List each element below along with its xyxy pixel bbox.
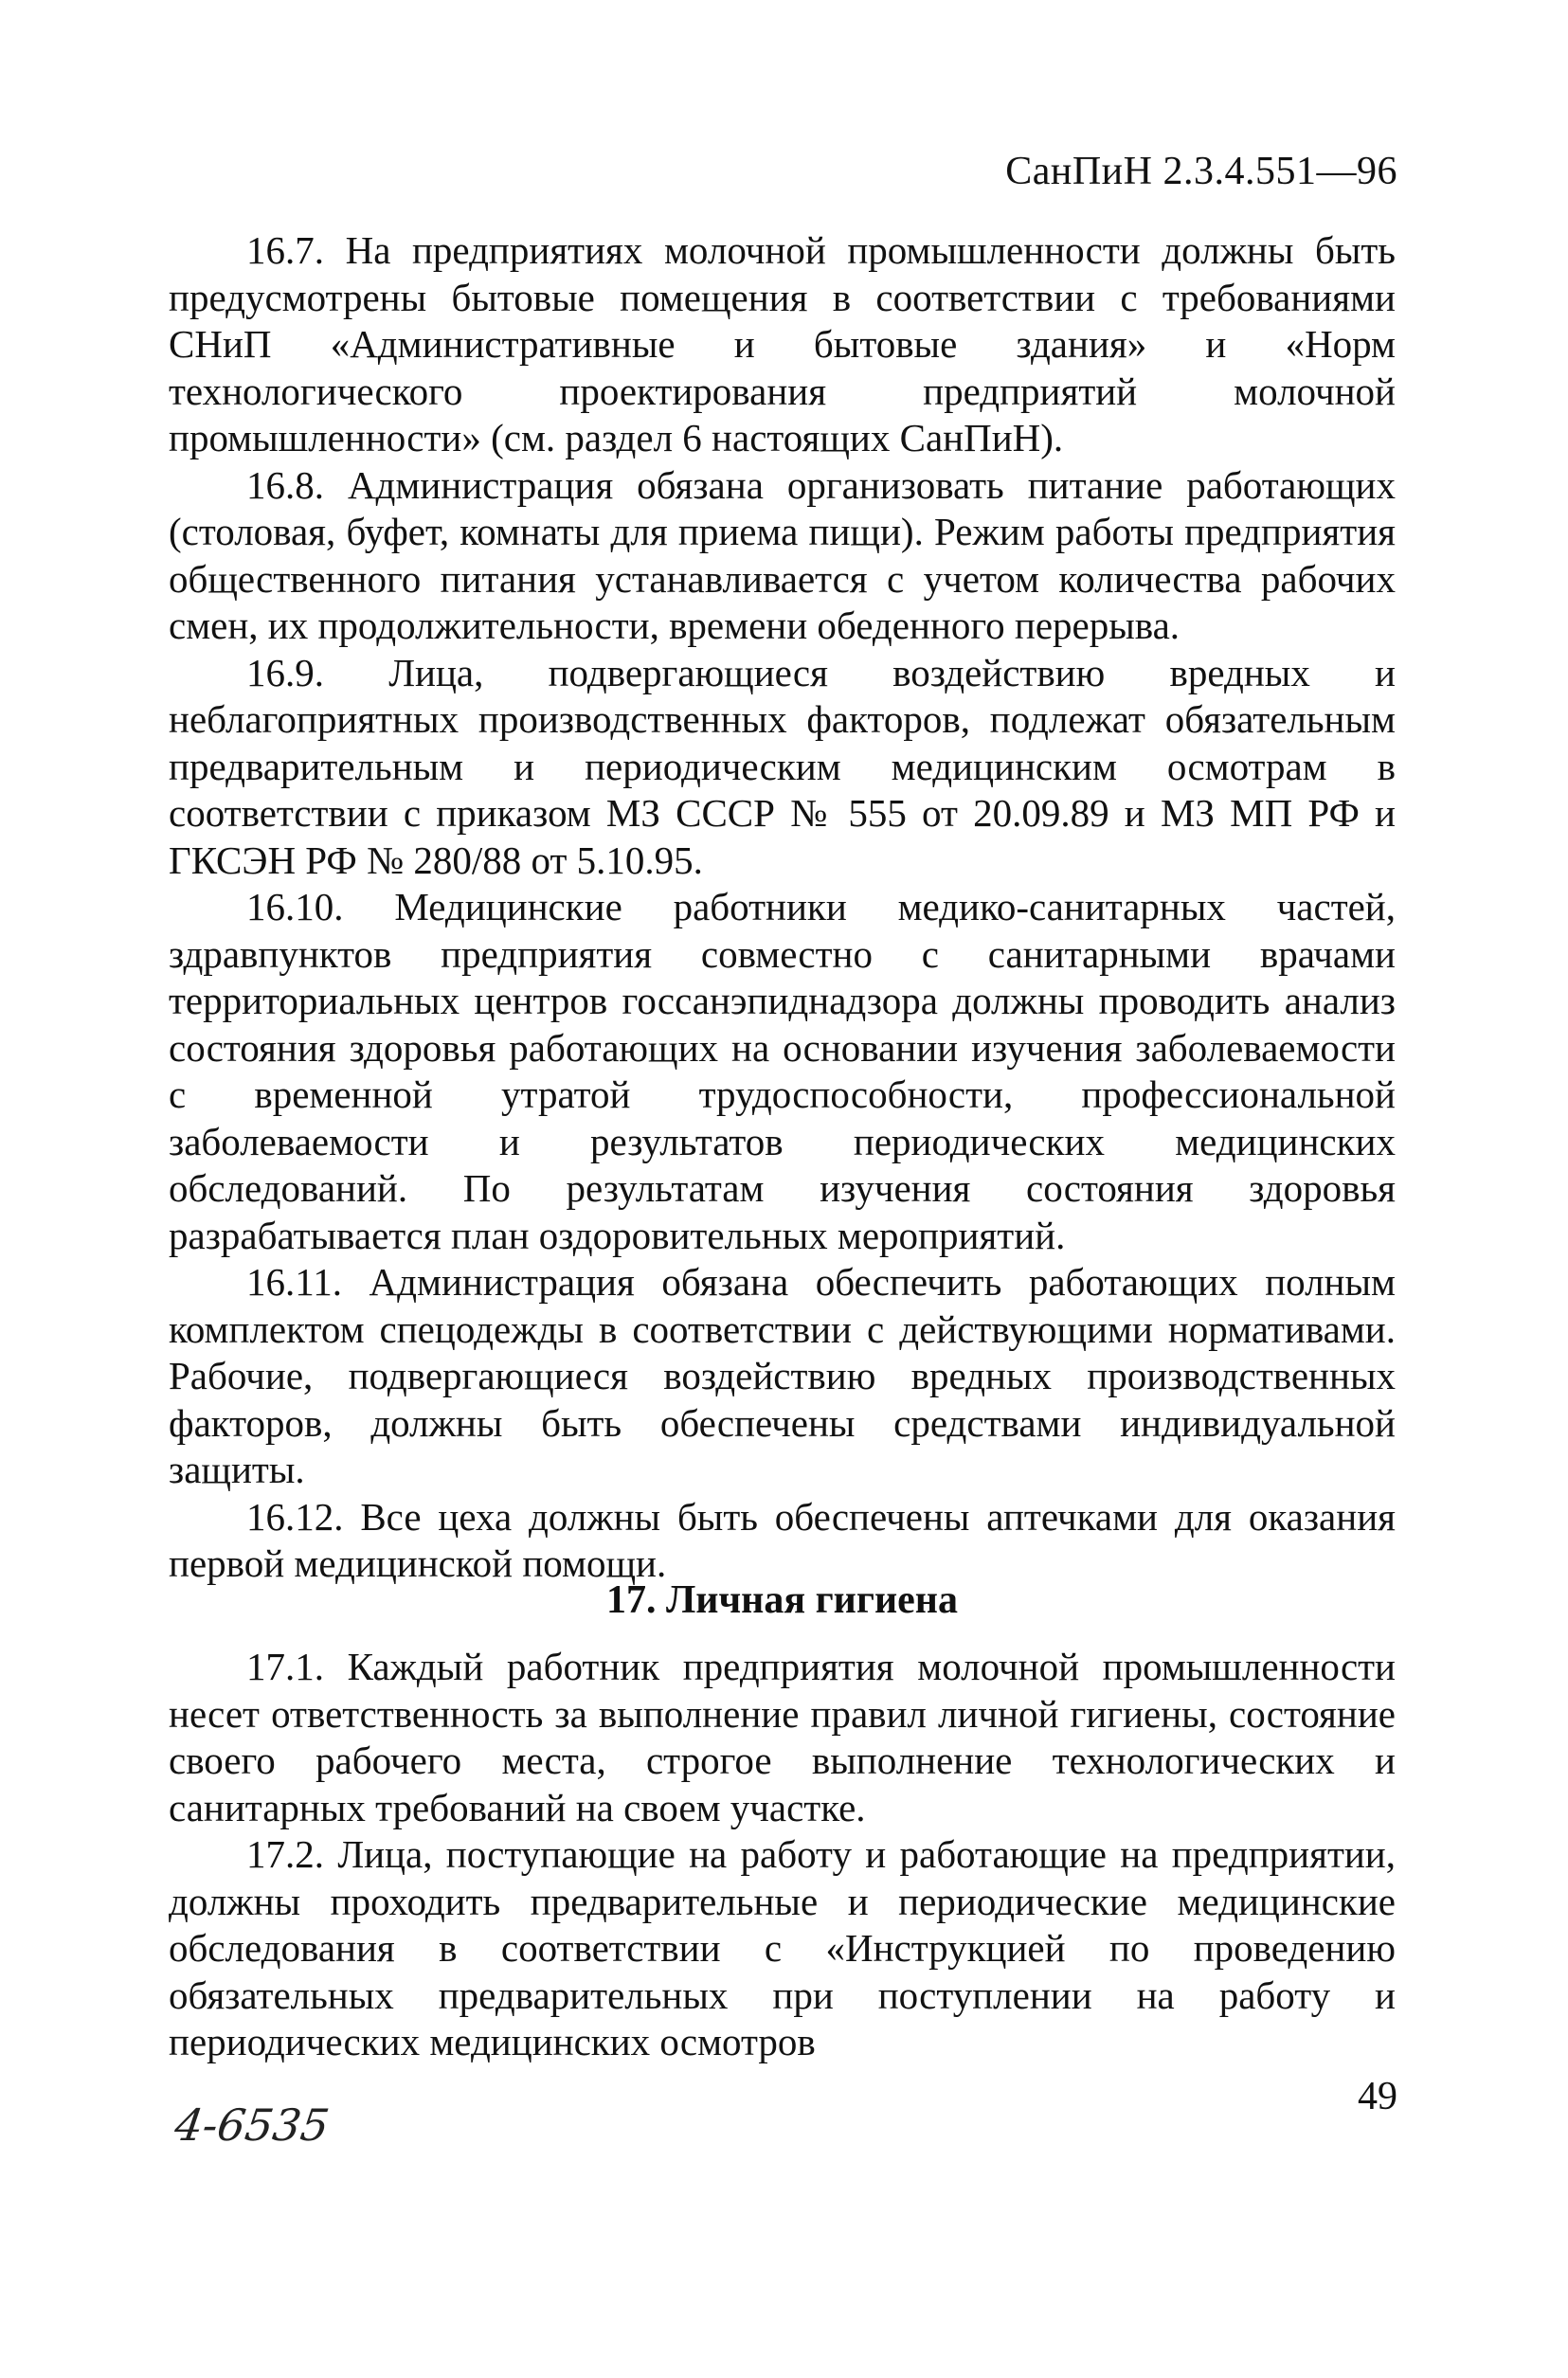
handwritten-note: 4-6535 [171, 2099, 333, 2151]
body-text-before [169, 227, 1396, 1588]
section-heading: 17. Личная гигиена [606, 1578, 958, 1622]
paragraph-16-11: 16.11. Администрация обязана обеспечить работающих полным комплектом спецодежды в соответствии с действующими нормативами. Рабочие, подвергающиеся воздействию вредных производственных факторов, должны быть обеспечены средствами индивидуальной защиты. [169, 1260, 1396, 1491]
paragraph-17-2: 17.2. Лица, поступающие на работу и работающие на предприятии, должны проходить предварительные и периодические медицинские обследования в соответствии с «Инструкцией по проведению обязательных предварительных при поступлении на работу и периодических медицинских осмотров [169, 1832, 1396, 2063]
paragraph-16-7: 16.7. На предприятиях молочной промышленности должны быть предусмотрены бытовые помещения в соответствии с требованиями СНиП «Административные и бытовые здания» и «Норм технологического проектирования предприятий молочной промышленности» (см. раздел 6 настоящих СанПиН). [169, 228, 1396, 459]
paragraph-17-1: 17.1. Каждый работник предприятия молочной промышленности несет ответственность за выполнение правил личной гигиены, состояние своего рабочего места, строгое выполнение технологических и санитарных требований на своем участке. [169, 1645, 1396, 1829]
running-head: СанПиН 2.3.4.551—96 [1005, 150, 1397, 193]
paragraph-16-10: 16.10. Медицинские работники медико-санитарных частей, здравпунктов предприятия совместно с санитарными врачами территориальных центров госсанэпиднадзора должны проводить анализ состояния здоровья работающих на основании изучения заболеваемости с временной утратой трудоспособности, профессиональной заболеваемости и результатов периодических медицинских обследований. По результатам изучения состояния здоровья разрабатывается план оздоровительных мероприятий. [169, 885, 1396, 1257]
paragraph-16-9: 16.9. Лица, подвергающиеся воздействию вредных и неблагоприятных производственных факторов, подлежат обязательным предварительным и периодическим медицинским осмотрам в соответствии с приказом МЗ СССР № 555 от 20.09.89 и МЗ МП РФ и ГКСЭН РФ № 280/88 от 5.10.95. [169, 650, 1396, 882]
paragraph-16-8: 16.8. Администрация обязана организовать питание работающих (столовая, буфет, комнаты для приема пищи). Режим работы предприятия общественного питания устанавливается с учетом количества рабочих смен, их продолжительности, времени обеденного перерыва. [169, 462, 1396, 647]
page-number: 49 [1358, 2075, 1397, 2118]
paragraph-16-12: 16.12. Все цеха должны быть обеспечены аптечками для оказания первой медицинской помощи. [169, 1494, 1396, 1585]
body-text-after [169, 1644, 1396, 2066]
